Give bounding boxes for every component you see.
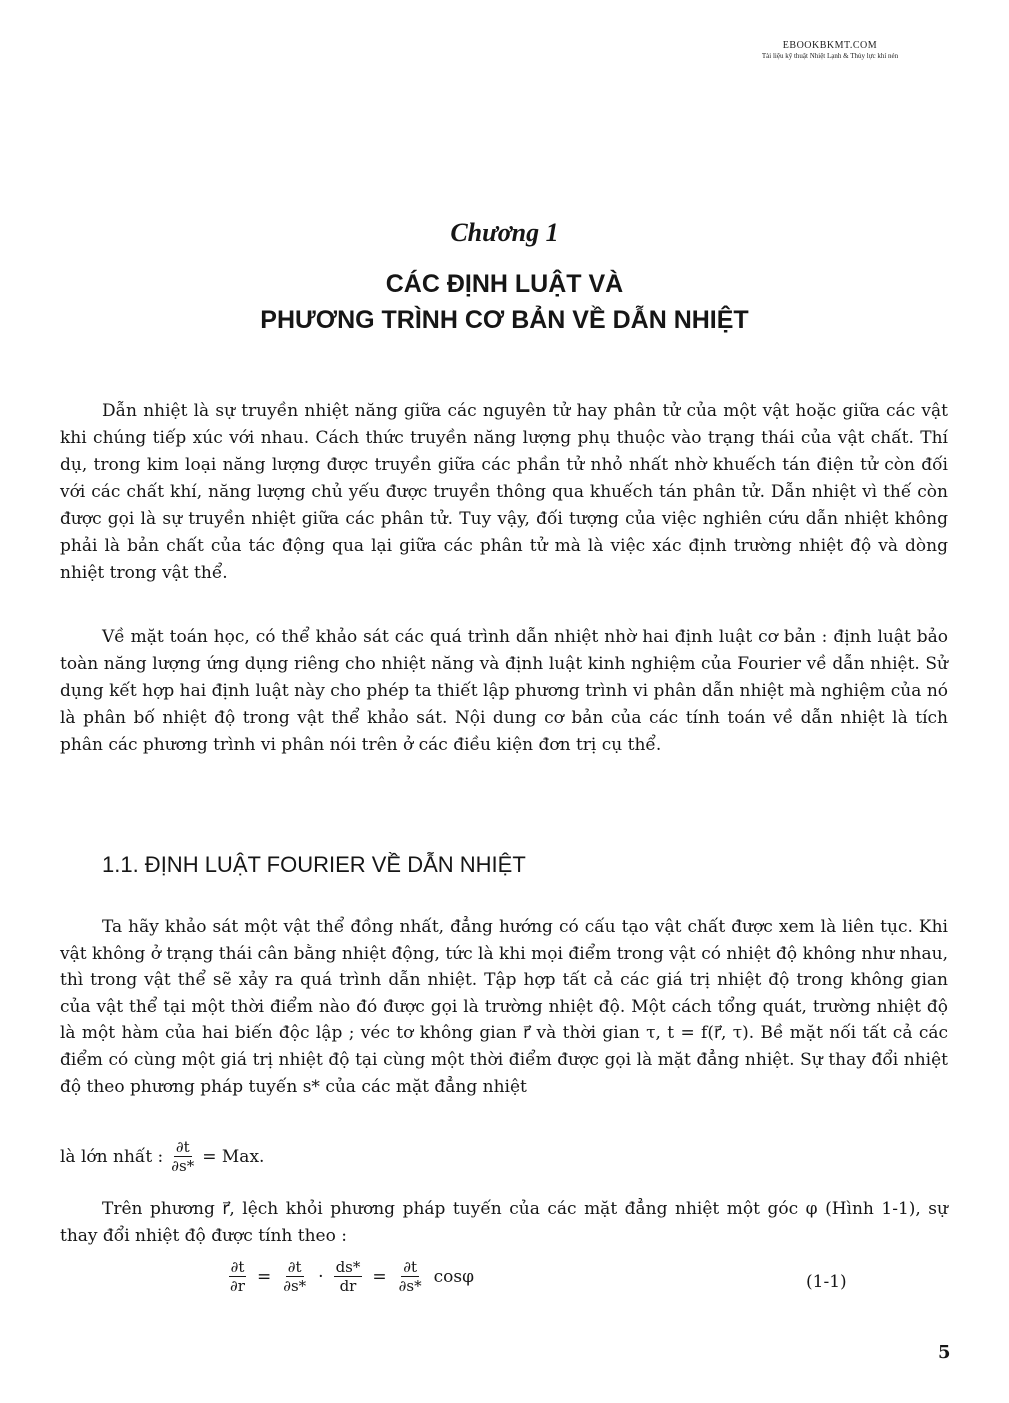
chapter-title-line2: PHƯƠNG TRÌNH CƠ BẢN VỀ DẪN NHIỆT [260, 306, 749, 334]
watermark-site: EBOOKBKMT.COM [782, 40, 878, 51]
eq-fraction-2 [281, 1258, 308, 1295]
chapter-title [0, 266, 1009, 338]
eq-f2-num: ∂t [287, 1258, 302, 1276]
eq-dot: · [318, 1266, 324, 1287]
max-condition [60, 1138, 264, 1175]
eq-f3-den: dr [339, 1277, 357, 1295]
eq-fraction-4 [397, 1258, 424, 1295]
eq-f2-den: ∂s* [283, 1277, 307, 1295]
chapter-label: Chương 1 [450, 218, 559, 247]
eq-f1-den: ∂r [230, 1277, 245, 1295]
section-paragraph-2: Trên phương r⃗, lệch khỏi phương pháp tuyến của các mặt đẳng nhiệt một góc φ (Hình 1-1), sự thay đổi nhiệt độ được tính theo : [60, 1199, 948, 1246]
gradient-fraction [169, 1138, 196, 1175]
fraction-numerator: ∂t [175, 1138, 190, 1156]
section-paragraph-1: Ta hãy khảo sát một vật thể đồng nhất, đẳng hướng có cấu tạo vật chất được xem là liên tục. Khi vật không ở trạng thái cân bằng nhiệt động, tức là khi mọi điểm trong vật có nhiệt độ không như nhau, thì trong vật thể sẽ xảy ra quá trình dẫn nhiệt. Tập hợp tất cả các giá trị nhiệt độ trong không gian của vật thể tại một thời điểm nào đó được gọi là trường nhiệt độ. Một cách tổng quát, trường nhiệt độ là một hàm của hai biến độc lập ; véc tơ không gian r⃗ và thời gian τ, t = f(r⃗, τ). Bề mặt nối tất cả các điểm có cùng một giá trị nhiệt độ tại cùng một thời điểm được gọi là mặt đẳng nhiệt. Sự thay đổi nhiệt độ theo phương pháp tuyến s* của các mặt đẳng nhiệt [60, 917, 948, 1097]
eq-f3-num: ds* [335, 1258, 361, 1276]
max-label: = Max. [202, 1146, 265, 1167]
max-condition-text: là lớn nhất : [60, 1146, 164, 1167]
page-number: 5 [938, 1342, 951, 1363]
eq-f4-den: ∂s* [398, 1277, 422, 1295]
fraction-denominator: ∂s* [171, 1157, 195, 1175]
eq-equals-1: = [256, 1266, 272, 1287]
eq-fraction-1 [228, 1258, 247, 1295]
eq-f4-num: ∂t [403, 1258, 417, 1276]
eq-equals-2: = [372, 1266, 387, 1287]
equation-1-1 [228, 1258, 474, 1295]
eq-cosine: cosφ [433, 1266, 474, 1287]
eq-fraction-3 [334, 1258, 363, 1295]
section-heading: 1.1. ĐỊNH LUẬT FOURIER VỀ DẪN NHIỆT [102, 852, 526, 877]
chapter-title-line1: CÁC ĐỊNH LUẬT VÀ [385, 270, 624, 298]
watermark [700, 40, 960, 60]
equation-number: (1-1) [806, 1272, 847, 1292]
eq-f1-num: ∂t [230, 1258, 245, 1276]
watermark-tagline: Tài liệu kỹ thuật Nhiệt Lạnh & Thủy lực khí nén [761, 51, 899, 60]
intro-paragraph-2: Về mặt toán học, có thể khảo sát các quá trình dẫn nhiệt nhờ hai định luật cơ bản : định luật bảo toàn năng lượng ứng dụng riêng cho nhiệt năng và định luật kinh nghiệm của Fourier về dẫn nhiệt. Sử dụng kết hợp hai định luật này cho phép ta thiết lập phương trình vi phân dẫn nhiệt mà nghiệm của nó là phân bố nhiệt độ trong vật thể khảo sát. Nội dung cơ bản của các tính toán về dẫn nhiệt là tích phân các phương trình vi phân nói trên ở các điều kiện đơn trị cụ thể. [60, 627, 948, 755]
intro-paragraph-1: Dẫn nhiệt là sự truyền nhiệt năng giữa các nguyên tử hay phân tử của một vật hoặc giữa các vật khi chúng tiếp xúc với nhau. Cách thức truyền năng lượng phụ thuộc vào trạng thái của vật chất. Thí dụ, trong kim loại năng lượng được truyền giữa các phần tử nhỏ nhất nhờ khuếch tán điện tử còn đối với các chất khí, năng lượng chủ yếu được truyền thông qua khuếch tán phân tử. Dẫn nhiệt vì thế còn được gọi là sự truyền nhiệt giữa các phân tử. Tuy vậy, đối tượng của việc nghiên cứu dẫn nhiệt không phải là bản chất của tác động qua lại giữa các phân tử mà là việc xác định trường nhiệt độ và dòng nhiệt trong vật thể. [60, 401, 948, 583]
